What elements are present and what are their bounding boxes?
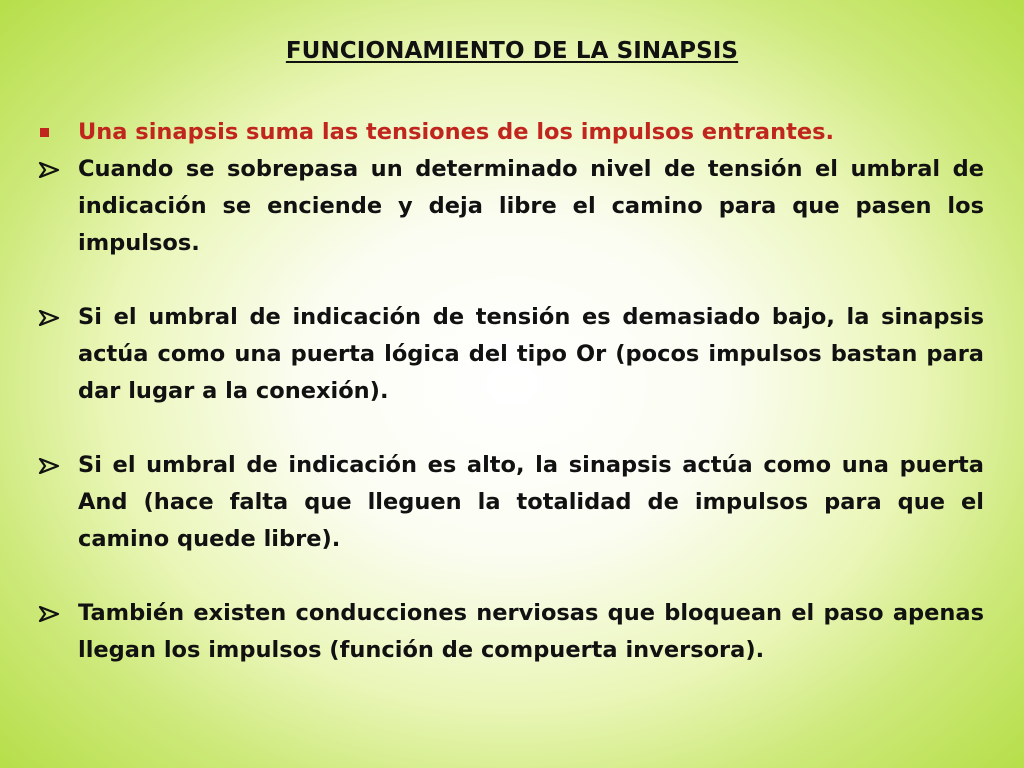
spacer bbox=[38, 558, 984, 595]
bullet-item-3 bbox=[38, 299, 984, 410]
bullet-item-2 bbox=[38, 151, 984, 262]
arrow-bullet-icon bbox=[38, 151, 64, 188]
arrow-bullet-icon bbox=[38, 299, 64, 336]
arrow-bullet-icon bbox=[38, 595, 64, 632]
square-bullet-icon bbox=[38, 114, 64, 151]
bullet-item-3-text: Si el umbral de indicación de tensión es demasiado bajo, la sinapsis actúa como una puerta lógica del tipo Or (pocos impulsos bastan para dar lugar a la conexión). bbox=[78, 304, 984, 404]
bullet-item-4 bbox=[38, 447, 984, 558]
arrow-bullet-icon bbox=[38, 447, 64, 484]
spacer bbox=[38, 262, 984, 299]
bullet-item-2-text: Cuando se sobrepasa un determinado nivel de tensión el umbral de indicación se enciende y deja libre el camino para que pasen los impulsos. bbox=[78, 156, 984, 256]
bullet-item-4-text: Si el umbral de indicación es alto, la sinapsis actúa como una puerta And (hace falta que lleguen la totalidad de impulsos para que el camino quede libre). bbox=[78, 452, 984, 552]
bullet-list bbox=[38, 114, 984, 669]
bullet-item-1 bbox=[38, 114, 984, 151]
bullet-item-5 bbox=[38, 595, 984, 669]
slide-title: FUNCIONAMIENTO DE LA SINAPSIS bbox=[285, 38, 739, 64]
bullet-item-5-text: También existen conducciones nerviosas que bloquean el paso apenas llegan los impulsos (función de compuerta inversora). bbox=[78, 600, 984, 663]
bullet-item-1-text: Una sinapsis suma las tensiones de los impulsos entrantes. bbox=[78, 119, 835, 145]
spacer bbox=[38, 410, 984, 447]
